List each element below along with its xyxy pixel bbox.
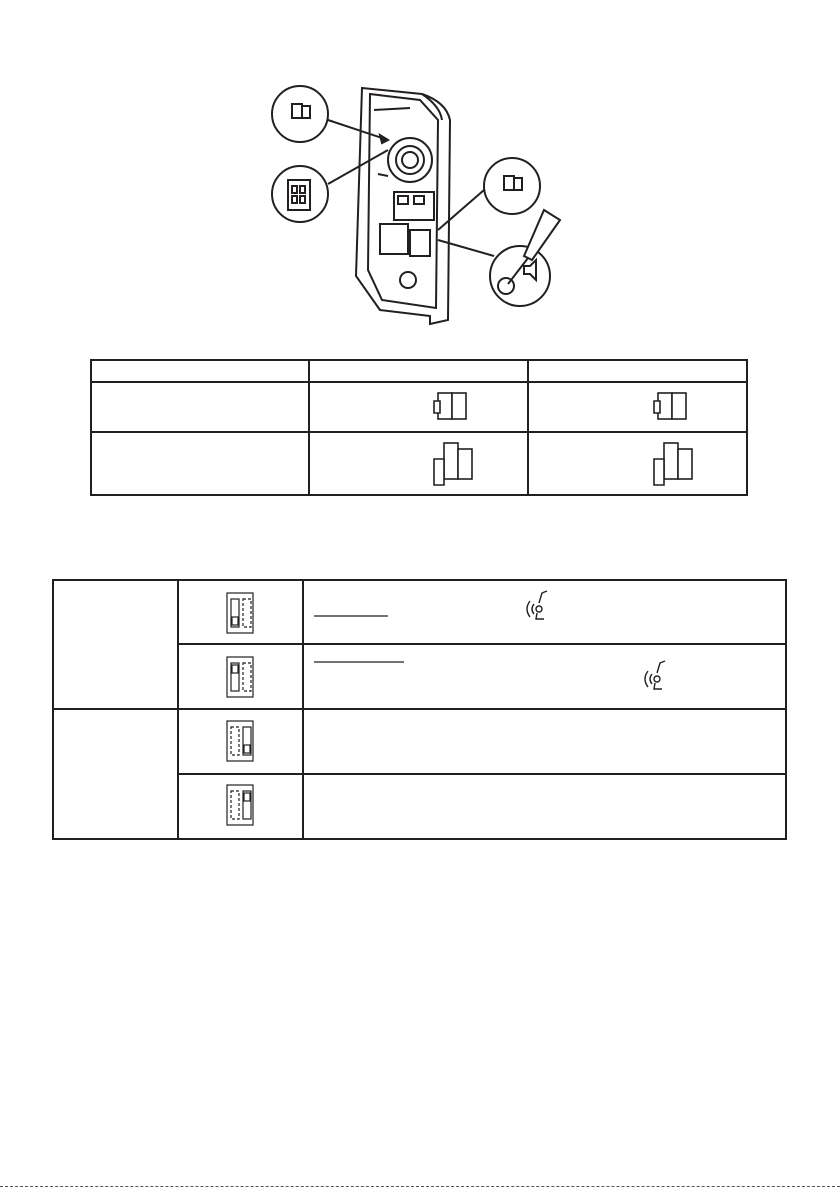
switch-table (52, 579, 787, 840)
door-panel-drawing (356, 88, 450, 324)
door-open-sound-icon (645, 661, 665, 689)
callout-jumper-right (438, 158, 540, 230)
jumper-table (90, 359, 748, 496)
dip-switch-left-up-icon (227, 657, 253, 697)
dip-switch-right-up-icon (227, 785, 253, 825)
jumper-closed-icon (434, 443, 472, 485)
jumper-closed-icon (654, 443, 692, 485)
door-open-sound-icon (527, 591, 547, 619)
jumper-open-icon (654, 393, 686, 419)
dip-switch-left-down-icon (227, 593, 253, 633)
installation-diagram (270, 80, 570, 330)
jumper-open-icon (434, 393, 466, 419)
dip-switch-right-down-icon (227, 721, 253, 761)
page-bottom-rule (0, 1186, 840, 1187)
